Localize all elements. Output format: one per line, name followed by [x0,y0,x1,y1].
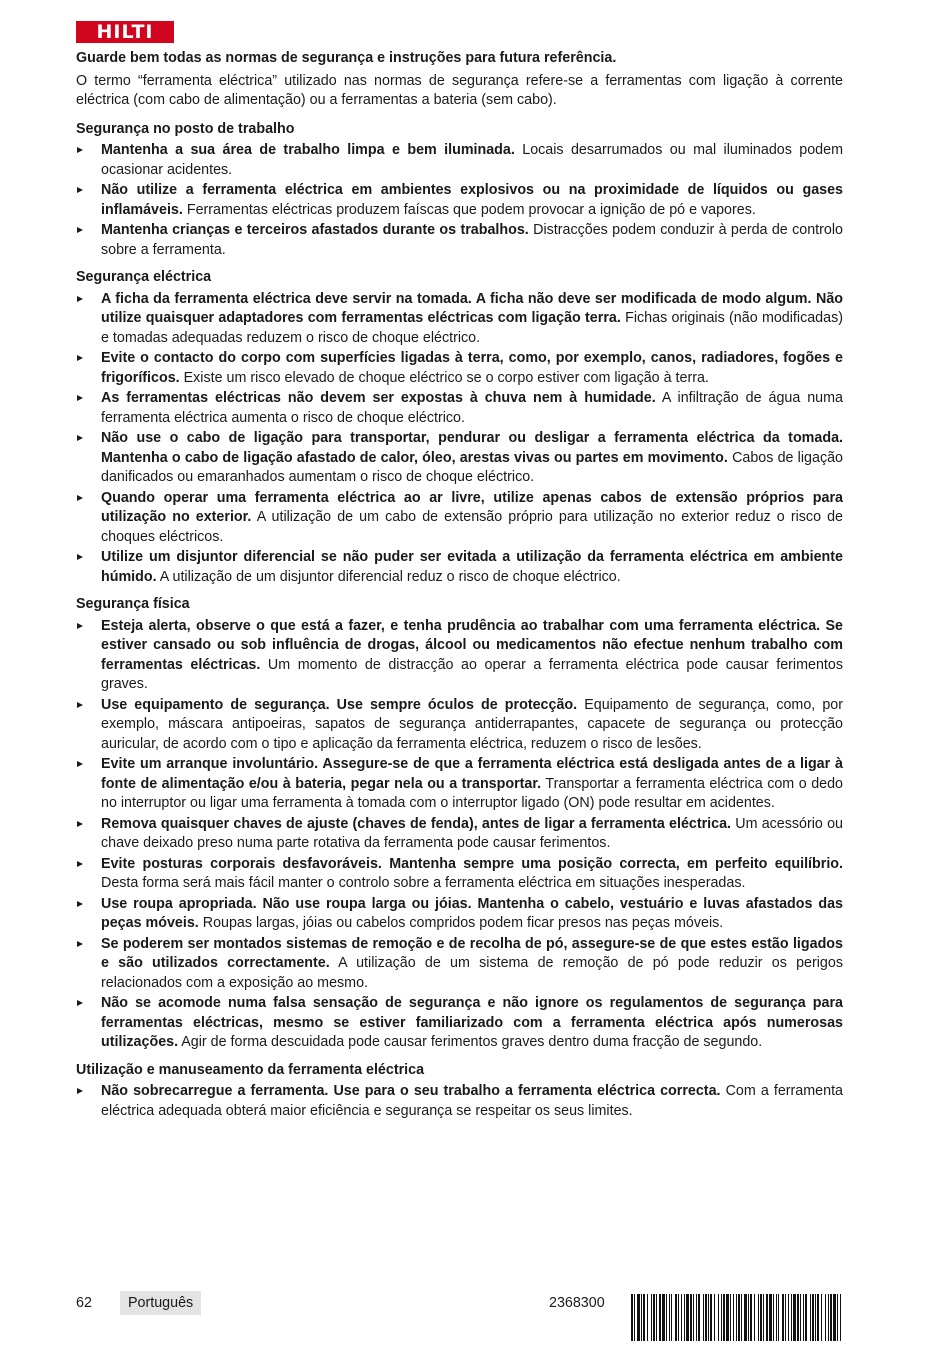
bullet-arrow-icon [77,1000,83,1006]
bullet-arrow-icon [77,941,83,947]
section-title-workplace: Segurança no posto de trabalho [76,120,295,137]
bullet-arrow-icon [77,435,83,441]
section-list-workplace [76,141,843,260]
bullet-arrow-icon [77,355,83,361]
bullet-arrow-icon [77,187,83,193]
list-item: Não utilize a ferramenta eléctrica em ambientes explosivos ou na proximidade de líquidos ou gases inflamáveis. Ferramentas eléctricas produzem faíscas que podem provocar a ignição de pó e vapores. [76,181,843,220]
bullet-arrow-icon [77,227,83,233]
hilti-logo: HILTI [76,21,174,43]
bullet-arrow-icon [77,395,83,401]
list-item: Quando operar uma ferramenta eléctrica ao ar livre, utilize apenas cabos de extensão próprios para utilização no exterior. A utilização de um cabo de extensão próprio para utilização no exterior reduz o risco de choques eléctricos. [76,489,843,548]
section-list-electrical [76,290,843,588]
bullet-arrow-icon [77,901,83,907]
barcode-icon [631,1294,843,1341]
bullet-arrow-icon [77,761,83,767]
page-number: 62 [76,1295,92,1311]
list-item: Não use o cabo de ligação para transportar, pendurar ou desligar a ferramenta eléctrica da tomada. Mantenha o cabo de ligação afastado de calor, óleo, arestas vivas ou partes em movimento. Cabos de ligação danificados ou emaranhados aumentam o risco de choque eléctrico. [76,429,843,488]
list-item: Mantenha a sua área de trabalho limpa e bem iluminada. Locais desarrumados ou mal iluminados podem ocasionar acidentes. [76,141,843,180]
list-item: As ferramentas eléctricas não devem ser expostas à chuva nem à humidade. A infiltração de água numa ferramenta eléctrica aumenta o risco de choque eléctrico. [76,389,843,428]
section-title-personal: Segurança física [76,596,190,612]
document-code: 2368300 [549,1295,605,1311]
bullet-arrow-icon [77,495,83,501]
list-item: Use equipamento de segurança. Use sempre óculos de protecção. Equipamento de segurança, como, por exemplo, máscara antipoeiras, sapatos de segurança antiderrapantes, capacete de segurança ou protecção auricular, de acordo com o tipo e aplicação da ferramenta eléctrica, reduzem o risco de lesões. [76,696,843,755]
list-item: A ficha da ferramenta eléctrica deve servir na tomada. A ficha não deve ser modificada de modo algum. Não utilize quaisquer adaptadores com ferramentas eléctricas com ligação terra. Fichas originais (não modificadas) e tomadas adequadas reduzem o risco de choque eléctrico. [76,290,843,349]
list-item: Evite o contacto do corpo com superfícies ligadas à terra, como, por exemplo, canos, radiadores, fogões e frigoríficos. Existe um risco elevado de choque eléctrico se o corpo estiver com ligação à terra. [76,349,843,388]
bullet-arrow-icon [77,821,83,827]
list-item: Mantenha crianças e terceiros afastados durante os trabalhos. Distracções podem conduzir à perda de controlo sobre a ferramenta. [76,221,843,260]
bullet-arrow-icon [77,623,83,629]
bullet-arrow-icon [77,1088,83,1094]
bullet-arrow-icon [77,296,83,302]
list-item: Evite um arranque involuntário. Assegure-se de que a ferramenta eléctrica está desligada antes de a ligar à fonte de alimentação e/ou à bateria, pegar nela ou a transportar. Transportar a ferramenta eléctrica com o dedo no interruptor ou ligar uma ferramenta à tomada com o interruptor ligado (ON) pode resultar em acidentes. [76,755,843,814]
bullet-arrow-icon [77,702,83,708]
list-item: Não se acomode numa falsa sensação de segurança e não ignore os regulamentos de segurança para ferramentas eléctricas, mesmo se estiver familiarizado com a ferramenta eléctrica após numerosas utilizações. Agir de forma descuidada pode causar ferimentos graves dentro duma fracção de segundo. [76,994,843,1053]
section-title-tool-use: Utilização e manuseamento da ferramenta eléctrica [76,1061,425,1078]
document-body [76,49,843,1129]
intro-heading: Guarde bem todas as normas de segurança e instruções para futura referência. [76,50,617,66]
bullet-arrow-icon [77,554,83,560]
bullet-arrow-icon [77,861,83,867]
list-item: Esteja alerta, observe o que está a fazer, e tenha prudência ao trabalhar com uma ferramenta eléctrica. Se estiver cansado ou sob influência de drogas, álcool ou medicamentos não efectue nenhum trabalho com ferramentas eléctricas. Um momento de distracção ao operar a ferramenta eléctrica pode causar ferimentos graves. [76,617,843,695]
section-list-tool-use [76,1082,843,1121]
language-label: Português [120,1291,201,1315]
bullet-arrow-icon [77,147,83,153]
list-item: Utilize um disjuntor diferencial se não puder ser evitada a utilização da ferramenta eléctrica em ambiente húmido. A utilização de um disjuntor diferencial reduz o risco de choque eléctrico. [76,548,843,587]
list-item: Use roupa apropriada. Não use roupa larga ou jóias. Mantenha o cabelo, vestuário e luvas afastados das peças móveis. Roupas largas, jóias ou cabelos compridos podem ficar presos nas peças móveis. [76,895,843,934]
intro-paragraph: O termo “ferramenta eléctrica” utilizado nas normas de segurança refere-se a ferramentas com ligação à corrente eléctrica (com cabo de alimentação) ou a ferramentas a bateria (sem cabo). [76,72,843,108]
list-item: Remova quaisquer chaves de ajuste (chaves de fenda), antes de ligar a ferramenta eléctrica. Um acessório ou chave deixado preso numa parte rotativa da ferramenta pode causar ferimentos. [76,815,843,854]
section-title-electrical: Segurança eléctrica [76,269,212,285]
section-list-personal [76,617,843,1053]
list-item: Evite posturas corporais desfavoráveis. Mantenha sempre uma posição correcta, em perfeito equilíbrio. Desta forma será mais fácil manter o controlo sobre a ferramenta eléctrica em situações inesperadas. [76,855,843,894]
list-item: Se poderem ser montados sistemas de remoção e de recolha de pó, assegure-se de que estes estão ligados e são utilizados correctamente. A utilização de um sistema de remoção de pó pode reduzir os perigos relacionados com a exposição ao mesmo. [76,935,843,994]
list-item: Não sobrecarregue a ferramenta. Use para o seu trabalho a ferramenta eléctrica correcta. Com a ferramenta eléctrica adequada obterá maior eficiência e segurança se respeitar os seus limites. [76,1082,843,1121]
